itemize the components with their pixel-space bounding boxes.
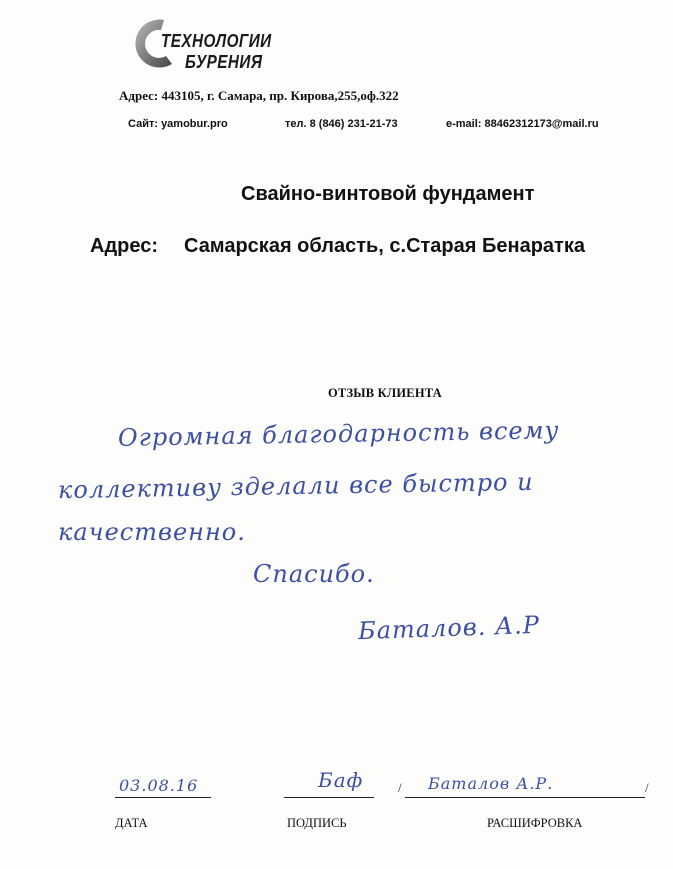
date-line	[115, 797, 211, 798]
review-signer-name: Баталов. А.Р	[357, 610, 541, 646]
review-text-line: качественно.	[58, 518, 246, 546]
company-phone: тел. 8 (846) 231-21-73	[285, 118, 398, 130]
name-bracket-right: /	[645, 780, 649, 795]
signature-label: ПОДПИСЬ	[287, 816, 347, 830]
review-thanks: Спасибо.	[253, 560, 375, 588]
name-line	[405, 797, 645, 798]
name-bracket-left: /	[398, 780, 402, 795]
object-address-value: Самарская область, с.Старая Бенаратка	[184, 235, 585, 257]
review-text-line: Огромная благодарность всему	[117, 416, 560, 452]
company-address: Адрес: 443105, г. Самара, пр. Кирова,255,оф.322	[119, 88, 399, 103]
name-label: РАСШИФРОВКА	[487, 816, 583, 830]
signature-value: Баф	[318, 768, 364, 792]
review-heading: ОТЗЫВ КЛИЕНТА	[328, 386, 442, 400]
logo-text-line2: БУРЕНИЯ	[185, 52, 263, 72]
date-value: 03.08.16	[119, 776, 199, 795]
company-logo	[128, 14, 298, 74]
date-label: ДАТА	[115, 816, 148, 830]
object-address-label: Адрес:	[90, 235, 158, 257]
company-site: Сайт: yamobur.pro	[128, 118, 228, 130]
document-title: Свайно-винтовой фундамент	[241, 183, 535, 205]
name-value: Баталов А.Р.	[428, 774, 554, 793]
signature-line	[284, 797, 374, 798]
company-email: e-mail: 88462312173@mail.ru	[446, 118, 599, 130]
review-text-line: коллективу зделали все быстро и	[57, 467, 534, 505]
logo-text-line1: ТЕХНОЛОГИИ	[161, 31, 272, 51]
